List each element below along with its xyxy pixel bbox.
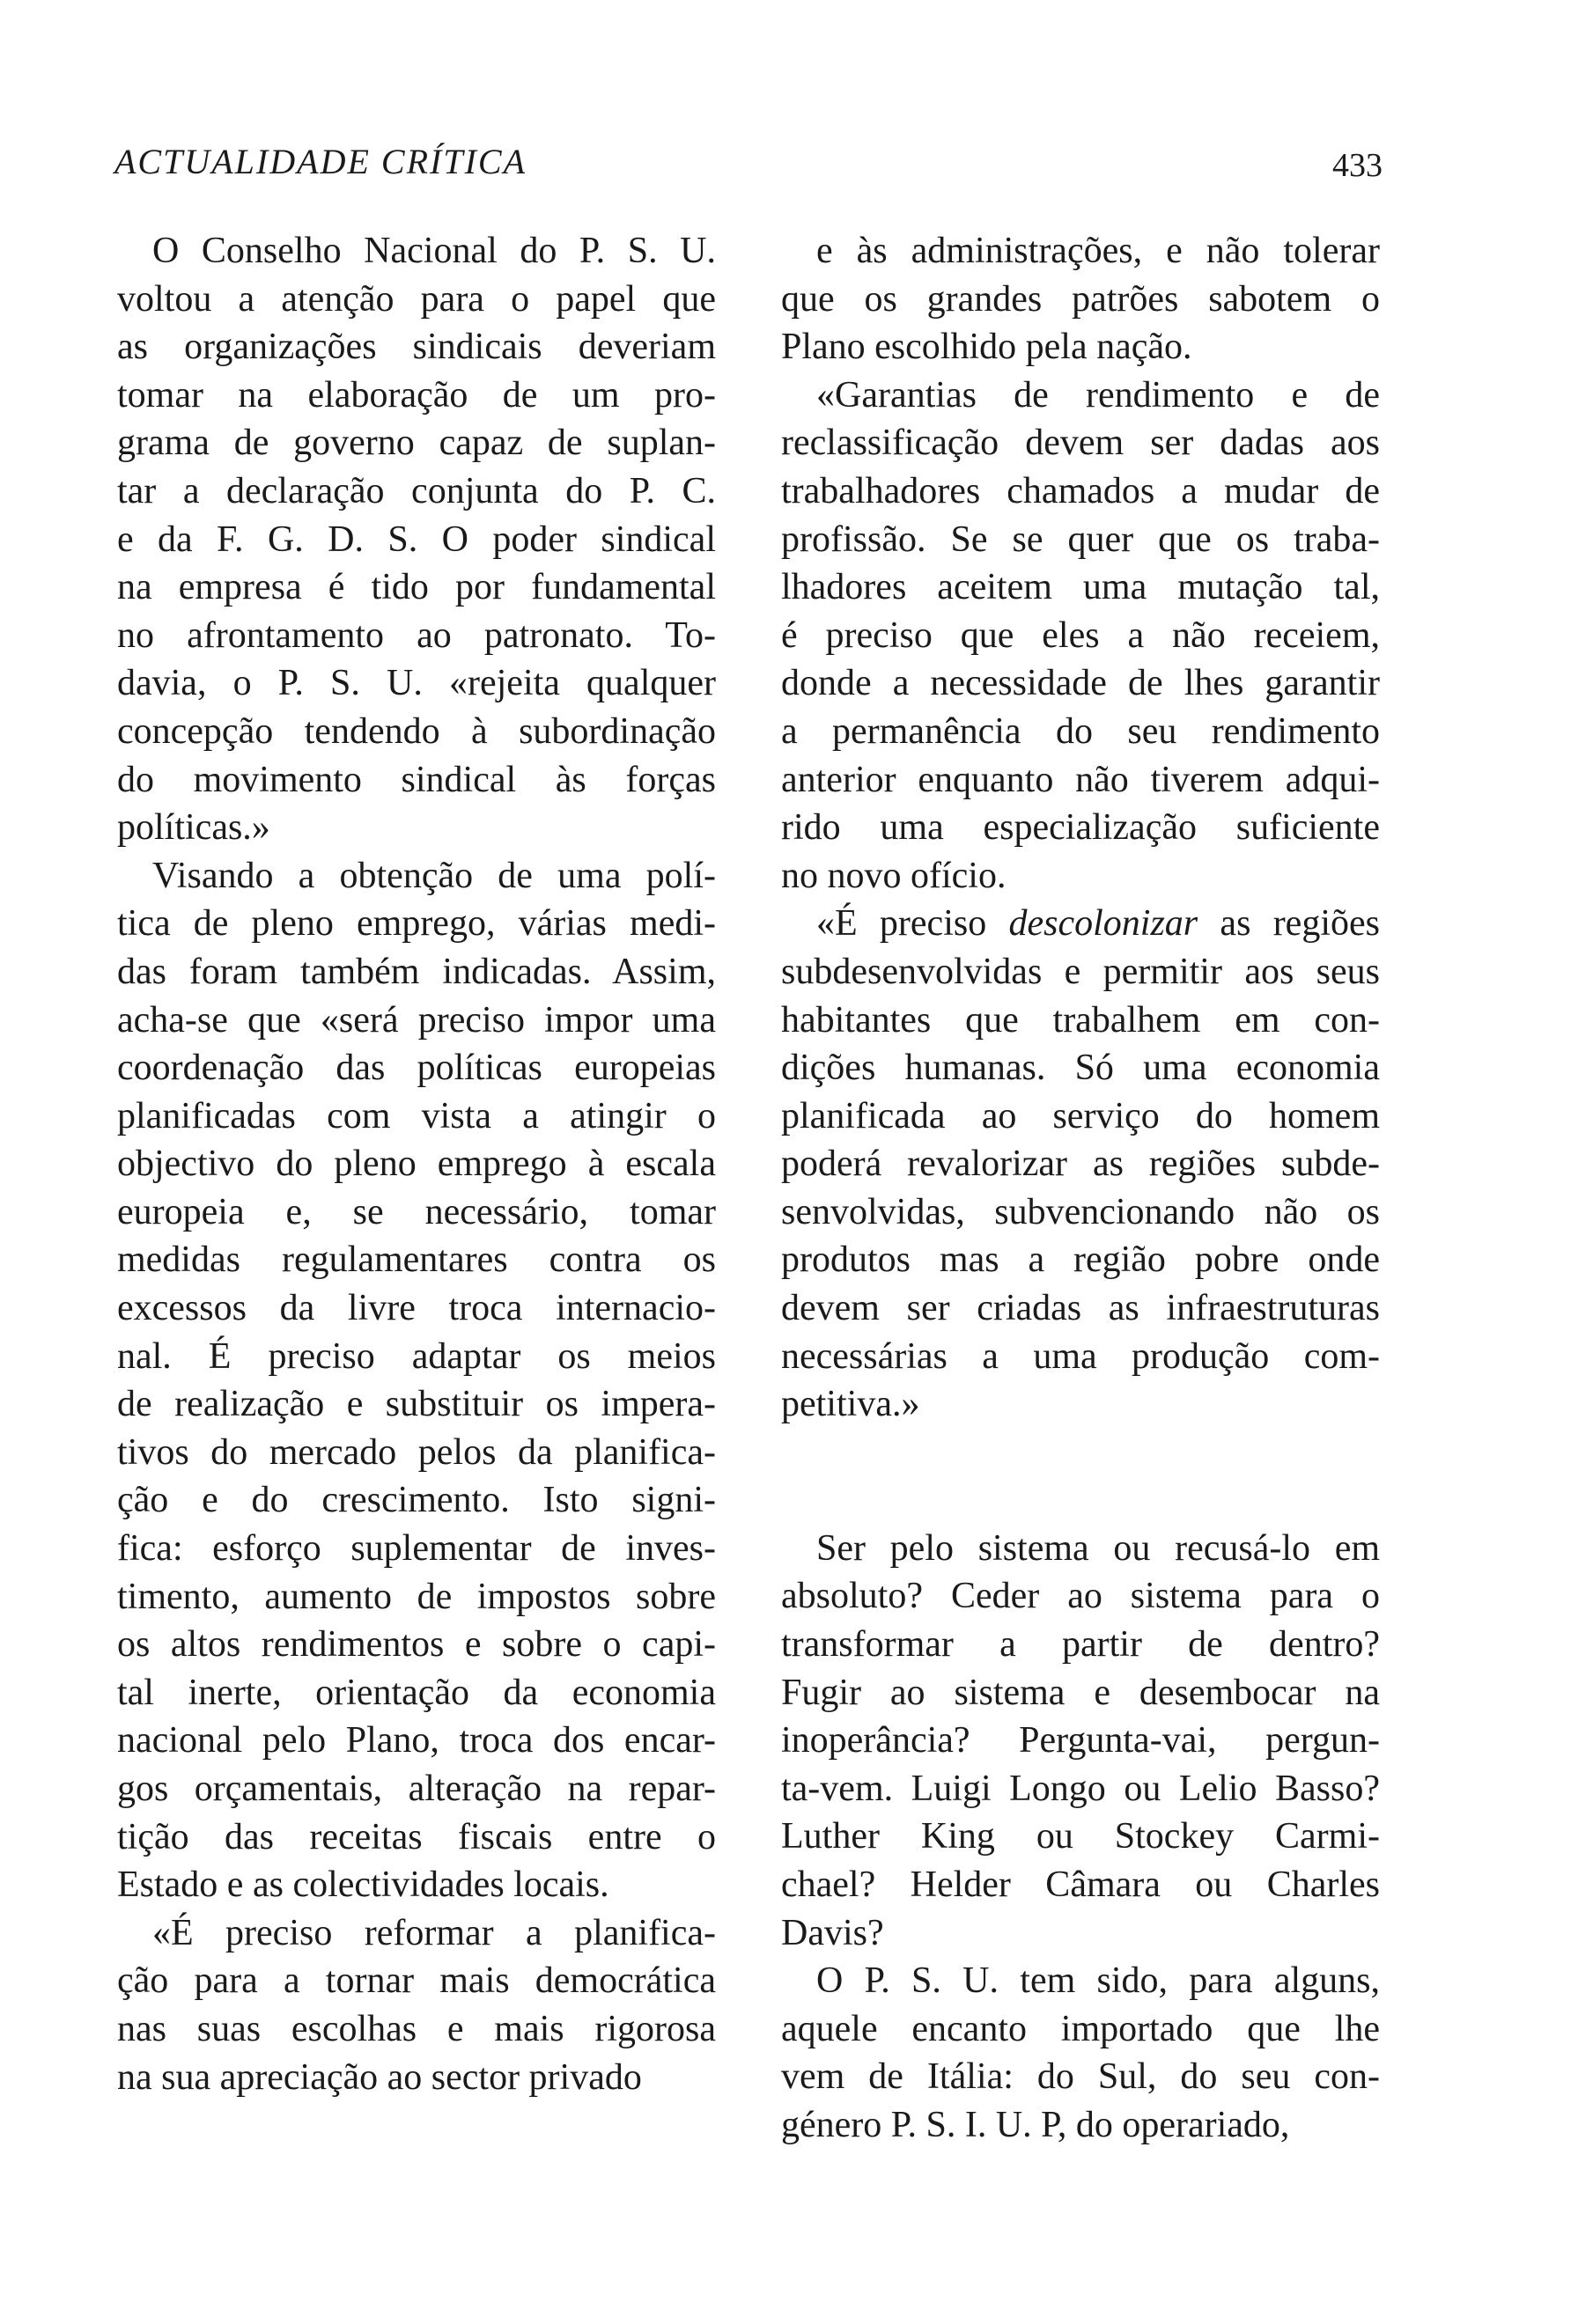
text-line: planificada ao serviço do homem xyxy=(781,1095,1380,1136)
right-column xyxy=(781,227,1380,2150)
text-line: na empresa é tido por fundamental xyxy=(117,567,716,608)
text-line: ção para a tornar mais democrática xyxy=(117,1960,716,2002)
text-line: profissão. Se se quer que os traba- xyxy=(781,518,1380,560)
text-line: no afrontamento ao patronato. To- xyxy=(117,614,716,656)
text-line: ta-vem. Luigi Longo ou Lelio Basso? xyxy=(781,1768,1380,1809)
text-line: fica: esforço suplementar de inves- xyxy=(117,1528,716,1570)
text-line: senvolvidas, subvencionando não os xyxy=(781,1191,1380,1232)
text-line: ção e do crescimento. Isto signi- xyxy=(117,1480,716,1521)
text-line: transformar a partir de dentro? xyxy=(781,1624,1380,1666)
text-line: reclassificação devem ser dadas aos xyxy=(781,423,1380,464)
text-line: produtos mas a região pobre onde xyxy=(781,1239,1380,1281)
paragraph xyxy=(781,900,1380,1429)
text-line: é preciso que eles a não receiem, xyxy=(781,614,1380,656)
text-line xyxy=(781,900,1380,948)
text-line: Plano escolhido pela nação. xyxy=(781,327,1192,368)
text-line: aquele encanto importado que lhe xyxy=(781,2008,1380,2049)
paragraph xyxy=(781,1525,1380,1957)
text-line: lhadores aceitem uma mutação tal, xyxy=(781,567,1380,608)
text-line: tal inerte, orientação da economia xyxy=(117,1672,716,1713)
text-line: necessárias a uma produção com- xyxy=(781,1335,1380,1377)
text-line: tica de pleno emprego, várias medi- xyxy=(117,903,716,945)
text-line: voltou a atenção para o papel que xyxy=(117,278,716,320)
text-line: gos orçamentais, alteração na repar- xyxy=(117,1769,716,1809)
text-line: e às administrações, e não tolerar xyxy=(816,231,1380,271)
text-line: do movimento sindical às forças xyxy=(117,759,716,800)
text-line: Davis? xyxy=(781,1912,884,1953)
text-line: tar a declaração conjunta do P. C. xyxy=(117,470,716,511)
text-line: coordenação das políticas europeias xyxy=(117,1048,716,1089)
text-line: O Conselho Nacional do P. S. U. xyxy=(152,231,716,271)
text-line: Fugir ao sistema e desembocar na xyxy=(781,1672,1380,1713)
text-line: medidas regulamentares contra os xyxy=(117,1239,716,1281)
text-line: género P. S. I. U. P, do operariado, xyxy=(781,2104,1290,2145)
text-line: na sua apreciação ao sector privado xyxy=(117,2056,642,2098)
text-line: petitiva.» xyxy=(781,1384,920,1425)
text-line: objectivo do pleno emprego à escala xyxy=(117,1144,716,1185)
text-line: europeia e, se necessário, tomar xyxy=(117,1191,716,1232)
page-number: 433 xyxy=(1332,147,1383,184)
text-line: absoluto? Ceder ao sistema para o xyxy=(781,1576,1380,1617)
text-line: de realização e substituir os impera- xyxy=(117,1384,716,1425)
italic-word: descolonizar xyxy=(1008,903,1198,945)
text-line: Ser pelo sistema ou recusá-lo em xyxy=(816,1527,1380,1569)
text-line: dições humanas. Só uma economia xyxy=(781,1048,1380,1089)
text-line: Estado e as colectividades locais. xyxy=(117,1864,609,1906)
text-line: davia, o P. S. U. «rejeita qualquer xyxy=(117,663,716,704)
text-line: tomar na elaboração de um pro- xyxy=(117,374,716,416)
text-line: Luther King ou Stockey Carmi- xyxy=(781,1816,1380,1857)
paragraph xyxy=(117,227,716,852)
text-line: excessos da livre troca internacio- xyxy=(117,1288,716,1329)
text-line: donde a necessidade de lhes garantir xyxy=(781,663,1380,704)
text-line: acha-se que «será preciso impor uma xyxy=(117,999,716,1041)
text-run: as regiões xyxy=(1198,903,1380,945)
text-line: tição das receitas fiscais entre o xyxy=(117,1816,716,1857)
text-line: as organizações sindicais deveriam xyxy=(117,327,716,368)
text-line: a permanência do seu rendimento xyxy=(781,710,1380,752)
left-column xyxy=(117,227,716,2101)
text-line: inoperância? Pergunta-vai, pergun- xyxy=(781,1720,1380,1761)
text-line: que os grandes patrões sabotem o xyxy=(781,278,1380,320)
text-line: das foram também indicadas. Assim, xyxy=(117,951,716,992)
text-line: devem ser criadas as infraestruturas xyxy=(781,1288,1380,1329)
paragraph xyxy=(117,1909,716,2101)
text-line: «É preciso reformar a planifica- xyxy=(152,1912,716,1953)
text-line: «Garantias de rendimento e de xyxy=(816,374,1380,416)
text-line: nas suas escolhas e mais rigorosa xyxy=(117,2008,716,2049)
text-line: rido uma especialização suficiente xyxy=(781,807,1380,849)
text-line: nal. É preciso adaptar os meios xyxy=(117,1335,716,1377)
text-line: vem de Itália: do Sul, do seu con- xyxy=(781,2056,1380,2098)
text-line: grama de governo capaz de suplan- xyxy=(117,423,716,464)
text-line: O P. S. U. tem sido, para alguns, xyxy=(816,1960,1380,2002)
text-line: trabalhadores chamados a mudar de xyxy=(781,470,1380,511)
running-head: ACTUALIDADE CRÍTICA xyxy=(114,142,527,181)
text-line: políticas.» xyxy=(117,807,270,849)
paragraph xyxy=(781,227,1380,371)
text-run: «É preciso xyxy=(816,903,1009,945)
text-line: no novo ofício. xyxy=(781,855,1007,896)
text-line: planificadas com vista a atingir o xyxy=(117,1095,716,1136)
text-line: os altos rendimentos e sobre o capi- xyxy=(117,1624,716,1666)
text-line: tivos do mercado pelos da planifica- xyxy=(117,1431,716,1473)
text-line: subdesenvolvidas e permitir aos seus xyxy=(781,951,1380,992)
text-line: e da F. G. D. S. O poder sindical xyxy=(117,518,716,560)
paragraph xyxy=(117,852,716,1909)
text-line: poderá revalorizar as regiões subde- xyxy=(781,1144,1380,1185)
text-line: concepção tendendo à subordinação xyxy=(117,710,716,752)
text-line: anterior enquanto não tiverem adqui- xyxy=(781,759,1380,800)
text-line: habitantes que trabalhem em con- xyxy=(781,999,1380,1041)
text-line: nacional pelo Plano, troca dos encar- xyxy=(117,1720,716,1761)
page-header xyxy=(114,141,1383,194)
text-line: chael? Helder Câmara ou Charles xyxy=(781,1864,1380,1905)
paragraph xyxy=(781,371,1380,901)
text-line: Visando a obtenção de uma polí- xyxy=(152,855,716,896)
paragraph xyxy=(781,1957,1380,2149)
text-line: timento, aumento de impostos sobre xyxy=(117,1576,716,1617)
